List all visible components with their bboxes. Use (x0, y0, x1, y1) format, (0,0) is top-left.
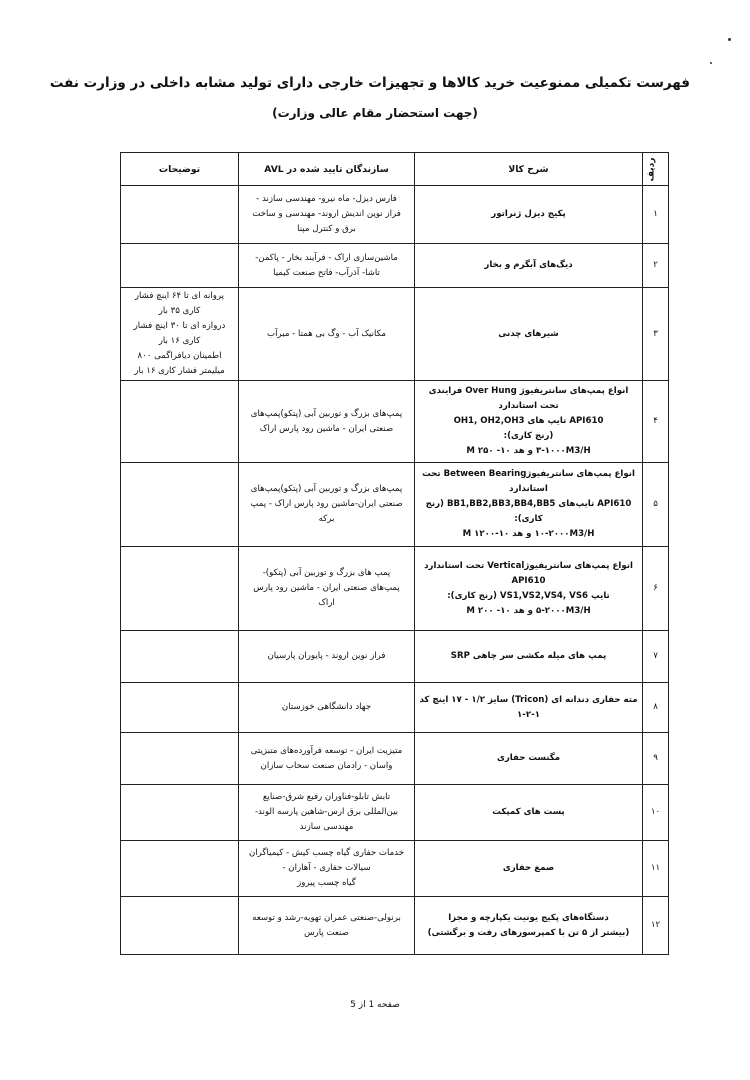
description-cell (415, 897, 643, 955)
description-line: (رنج کاری): (503, 431, 554, 441)
makers-cell (239, 631, 415, 683)
notes-cell (121, 463, 239, 547)
description-cell (415, 683, 643, 733)
row-number-cell: ۵ (643, 463, 669, 547)
notes-cell (121, 897, 239, 955)
makers-cell (239, 897, 415, 955)
description-line: ۱۰-۲۰۰۰M3/H و هد ۱۰-۱۲۰۰ M (462, 529, 595, 539)
header-description: شرح کالا (415, 153, 643, 186)
makers-line: صنعتی ایران-ماشین رود پارس اراک - پمپ (250, 499, 403, 509)
makers-cell (239, 841, 415, 897)
description-line: پکیج دیزل ژنراتور (491, 209, 566, 219)
notes-cell (121, 841, 239, 897)
makers-line: صنعتی ایران - ماشین رود پارس اراک (259, 423, 394, 434)
description-line: پست های کمپکت (492, 807, 565, 817)
makers-cell (239, 244, 415, 288)
description-line: مته حفاری دندانه ای (Tricon) سایز ۱/۲ - ۱۷ اینچ کد ۱-۲-۱ (419, 694, 638, 720)
header-row-number: ردیف (643, 153, 669, 186)
row-number-cell: ۷ (643, 631, 669, 683)
description-line: پمپ های میله مکشی سر چاهی SRP (450, 651, 607, 661)
description-line: (بیشتر از ۵ تن با کمپرسورهای رفت و برگشتی) (427, 927, 630, 938)
table-row (121, 547, 669, 631)
table-row (121, 631, 669, 683)
table-row (121, 841, 669, 897)
makers-line: تابش تابلو-فناوران رفیع شرق-صنایع (262, 792, 391, 802)
row-number-cell: ۱۱ (643, 841, 669, 897)
description-cell (415, 463, 643, 547)
description-cell (415, 244, 643, 288)
table-row (121, 463, 669, 547)
makers-cell (239, 733, 415, 785)
document-subtitle: (جهت استحضار مقام عالی وزارت) (272, 106, 478, 120)
makers-cell (239, 463, 415, 547)
description-line: API610 تایپ‌های BB1,BB2,BB3,BB4,BB5 (رنج کاری): (425, 499, 632, 524)
table-row (121, 288, 669, 381)
makers-cell (239, 785, 415, 841)
description-line: انواع پمپ‌های سانتریفیوژBetween Bearing تحت استاندارد (422, 469, 635, 494)
description-cell (415, 547, 643, 631)
makers-line: برکه (318, 514, 335, 524)
description-line: صمغ حفاری (502, 863, 555, 873)
notes-cell (121, 381, 239, 463)
table-row (121, 244, 669, 288)
notes-line: دروازه ای تا ۳۰ اینچ فشار (133, 321, 226, 331)
document-title: فهرست تکمیلی ممنوعیت خرید کالاها و تجهیزات خارجی دارای تولید مشابه داخلی در وزارت نفت (49, 75, 690, 91)
makers-line: جهاد دانشگاهی خوزستان (281, 702, 372, 712)
description-line: ۳-۱۰۰۰M3/H و هد ۱۰- ۲۵۰ M (466, 446, 591, 456)
table-header-row (121, 153, 669, 186)
notes-cell (121, 683, 239, 733)
description-line: مگنست حفاری (496, 753, 561, 763)
makers-line: خدمات حفاری گیاه چسب کیش - کیمیاگران (248, 848, 405, 858)
notes-cell (121, 733, 239, 785)
makers-cell (239, 547, 415, 631)
table-row (121, 733, 669, 785)
makers-cell (239, 288, 415, 381)
makers-line: برنولی-صنعتی عمران تهویه-رشد و توسعه (252, 912, 401, 923)
row-number-cell: ۱ (643, 186, 669, 244)
row-number-cell: ۹ (643, 733, 669, 785)
makers-line: فراز نوین اروند - پایوران پارسیان (267, 651, 386, 661)
header-makers: سازندگان تایید شده در AVL (239, 153, 415, 186)
header-notes: توضیحات (121, 153, 239, 186)
notes-cell (121, 288, 239, 381)
makers-line: متیزیت ایران - توسعه فرآورده‌های متبزیتی (250, 745, 403, 756)
notes-line: اطمینان دیافراگمی ۸۰۰ (137, 351, 222, 361)
description-line: انواع پمپ‌های سانتریفیوژVertical تحت استاندارد API610 (424, 560, 633, 586)
row-number-cell: ۴ (643, 381, 669, 463)
description-line: دستگاه‌های پکیج یونیت یکپارچه و مجزا (448, 912, 609, 923)
notes-cell (121, 244, 239, 288)
notes-line: کاری ۳۵ بار (158, 306, 201, 316)
description-cell (415, 841, 643, 897)
makers-line: گیاه چسب پیروز (297, 878, 356, 888)
notes-line: میلیمتر فشار کاری ۱۶ بار (134, 366, 225, 376)
makers-line: صنعت پارس (304, 927, 349, 938)
makers-line: پمپ‌های بزرگ و توربین آبی (پتکو)پمپ‌های (250, 408, 403, 419)
row-number-cell: ۳ (643, 288, 669, 381)
description-line: API610 تایپ های OH1, OH2,OH3 (453, 416, 604, 426)
scan-speck (710, 62, 712, 64)
makers-line: فارس دیزل- ماه نیرو- مهندسی سازند - (256, 194, 397, 204)
makers-line: مهندسی سازند (299, 822, 354, 832)
notes-line: پروانه ای تا ۶۴ اینچ فشار (134, 291, 225, 301)
goods-table (120, 152, 669, 955)
makers-cell (239, 683, 415, 733)
description-line: انواع پمپ‌های سانتریفیوژ Over Hung فرایندی تحت استاندارد (428, 386, 629, 411)
description-cell (415, 288, 643, 381)
table-row (121, 897, 669, 955)
makers-line: فراز نوین اندیش اروند- مهندسی و ساخت (252, 209, 401, 219)
description-line: ۵-۲۰۰۰M3/H و هد ۱۰- ۲۰۰ M (466, 605, 591, 616)
table-row (121, 683, 669, 733)
makers-cell (239, 186, 415, 244)
table-row (121, 381, 669, 463)
row-number-cell: ۱۲ (643, 897, 669, 955)
notes-cell (121, 186, 239, 244)
row-number-cell: ۸ (643, 683, 669, 733)
description-line: تایپ VS1,VS2,VS4, VS6 (رنج کاری): (447, 590, 610, 601)
makers-line: واسان - رادمان صنعت سحاب سازان (260, 760, 393, 771)
page-number: صفحه 1 از 5 (350, 1000, 400, 1010)
row-number-cell: ۶ (643, 547, 669, 631)
makers-line: پمپ‌های بزرگ و توربین آبی (پتکو)پمپ‌های (250, 484, 403, 494)
makers-line: تاشا- آذرآب- فاتح صنعت کیمیا (273, 267, 380, 278)
notes-cell (121, 631, 239, 683)
scan-speck (728, 38, 731, 41)
description-line: شیرهای چدنی (498, 328, 559, 339)
description-cell (415, 381, 643, 463)
makers-line: پمپ‌های صنعتی ایران - ماشین رود پارس (253, 583, 400, 593)
description-cell (415, 186, 643, 244)
makers-line: پمپ های بزرگ و توربین آبی (پتکو)- (262, 568, 391, 578)
table-body (121, 186, 669, 955)
makers-line: سیالات حفاری - آهاران - (282, 863, 371, 873)
makers-line: برق و کنترل مپنا (297, 224, 356, 234)
makers-line: اراک (318, 598, 335, 608)
description-cell (415, 631, 643, 683)
table-row (121, 785, 669, 841)
table-row (121, 186, 669, 244)
row-number-cell: ۱۰ (643, 785, 669, 841)
notes-line: کاری ۱۶ بار (158, 336, 201, 346)
row-number-cell: ۲ (643, 244, 669, 288)
notes-cell (121, 547, 239, 631)
description-cell (415, 785, 643, 841)
description-line: دیگ‌های آبگرم و بخار (484, 260, 573, 270)
makers-line: مکانیک آب - وگ بی همتا - میرآب (267, 328, 386, 339)
makers-cell (239, 381, 415, 463)
makers-line: ماشین‌سازی اراک - فرآیند بخار - پاکمن- (255, 252, 398, 263)
description-cell (415, 733, 643, 785)
makers-line: بین‌المللی برق ارس-شاهین پارسه الوند- (254, 807, 399, 817)
notes-cell (121, 785, 239, 841)
